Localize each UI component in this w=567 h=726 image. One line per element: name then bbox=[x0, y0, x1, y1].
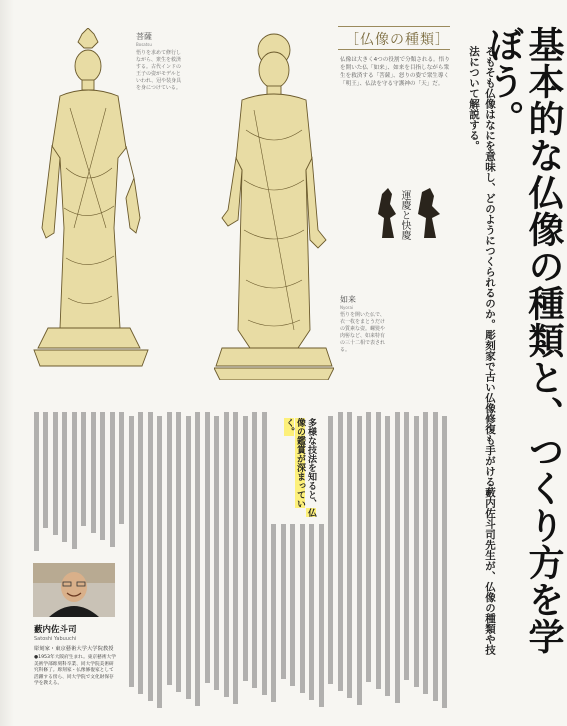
text-line bbox=[148, 412, 153, 701]
page-headline: 基本的な仏像の種類と、つくり方を学ぼう。 bbox=[483, 26, 564, 655]
text-line bbox=[309, 524, 314, 700]
text-line bbox=[252, 412, 257, 688]
text-column bbox=[224, 412, 231, 712]
text-column bbox=[423, 412, 430, 712]
text-line bbox=[404, 412, 409, 680]
text-line bbox=[300, 524, 305, 693]
text-line bbox=[205, 412, 210, 683]
text-column bbox=[404, 412, 411, 712]
author-photo bbox=[33, 563, 115, 617]
text-column bbox=[338, 412, 345, 712]
text-column bbox=[433, 412, 440, 712]
text-line bbox=[91, 412, 96, 533]
author-ruby: Satoshi Yabuuchi bbox=[34, 636, 77, 642]
text-column bbox=[319, 412, 326, 712]
text-column bbox=[157, 412, 164, 712]
text-column bbox=[205, 412, 212, 712]
text-column bbox=[442, 412, 449, 712]
nyorai-label: 如来 bbox=[340, 295, 356, 304]
text-line bbox=[195, 412, 200, 706]
text-column bbox=[243, 412, 250, 712]
text-column bbox=[395, 412, 402, 712]
text-line bbox=[110, 412, 115, 547]
text-line bbox=[376, 412, 381, 689]
text-line bbox=[72, 412, 77, 549]
text-line bbox=[423, 412, 428, 694]
text-column bbox=[138, 412, 145, 712]
unkei-kaikei-label: 運慶と快慶 bbox=[399, 190, 410, 240]
text-line bbox=[186, 416, 191, 699]
bodhisattva-label: 菩薩 bbox=[136, 32, 152, 41]
text-line bbox=[129, 416, 134, 687]
subhead-highlight: 仏像の鑑賞が深まっていく。 bbox=[284, 418, 316, 517]
text-column bbox=[328, 412, 335, 712]
text-column bbox=[195, 412, 202, 712]
text-line bbox=[167, 412, 172, 685]
text-column bbox=[167, 412, 174, 712]
text-column bbox=[119, 412, 126, 712]
text-line bbox=[43, 412, 48, 528]
text-line bbox=[442, 416, 447, 708]
nyorai-illustration bbox=[214, 30, 334, 380]
text-column bbox=[262, 412, 269, 712]
section-body: 仏像は大きく4つの役割で分類される。悟りを開いた仏「如来」、如来を目指しながら衆生を救済する「菩薩」、怒りの姿で衆生導く「明王」、仏法を守る守護神の「天」だ。 bbox=[340, 57, 450, 87]
text-line bbox=[224, 412, 229, 697]
text-column bbox=[385, 412, 392, 712]
text-line bbox=[243, 416, 248, 681]
lead-text: そもそも仏像はなにを意味し、どのようにつくられるのか。彫刻家で古い仏像修復も手がける藪内佐斗司先生が、仏像の種類や技法について解説する。 bbox=[468, 46, 496, 655]
text-line bbox=[119, 412, 124, 524]
text-line bbox=[395, 412, 400, 703]
text-line bbox=[176, 412, 181, 692]
text-line bbox=[357, 416, 362, 705]
author-bio: ●1953年大阪府生まれ。東京藝術大学美術学部彫刻科卒業、同大学院美術研究科修了。彫刻家・仏像修復家として活躍する傍ら、同大学院で文化財保存学を教える。 bbox=[34, 655, 116, 687]
text-column bbox=[176, 412, 183, 712]
text-line bbox=[319, 524, 324, 707]
author-name: 藪内佐斗司 bbox=[34, 625, 77, 635]
text-line bbox=[214, 416, 219, 690]
text-line bbox=[62, 412, 67, 542]
subhead-prefix: 多様な技法を知ると、 bbox=[306, 418, 316, 508]
text-column bbox=[357, 412, 364, 712]
text-line bbox=[157, 416, 162, 708]
text-line bbox=[262, 412, 267, 695]
text-line bbox=[347, 412, 352, 698]
author-role: 彫刻家・東京藝術大学大学院教授 bbox=[34, 646, 114, 652]
text-column bbox=[347, 412, 354, 712]
text-line bbox=[414, 416, 419, 687]
text-column bbox=[233, 412, 240, 712]
text-line bbox=[433, 412, 438, 701]
text-column bbox=[376, 412, 383, 712]
text-column bbox=[129, 412, 136, 712]
section-title: ［仏像の種類］ bbox=[345, 32, 450, 48]
nyorai-ruby: Nyorai bbox=[340, 305, 354, 310]
text-column bbox=[186, 412, 193, 712]
text-line bbox=[290, 524, 295, 686]
text-line bbox=[53, 412, 58, 535]
bodhisattva-ruby: Bosatsu bbox=[136, 42, 152, 47]
text-column bbox=[366, 412, 373, 712]
text-column bbox=[414, 412, 421, 712]
text-line bbox=[100, 412, 105, 540]
text-column bbox=[252, 412, 259, 712]
bodhisattva-description: 悟りを求めて修行しながら、衆生を救済する。古代インドの王子の姿がモデルといわれ、冠や装身具を身につけている。 bbox=[136, 50, 182, 91]
text-line bbox=[233, 412, 238, 704]
text-column bbox=[148, 412, 155, 712]
text-line bbox=[138, 412, 143, 694]
text-line bbox=[81, 412, 86, 526]
text-line bbox=[338, 412, 343, 691]
text-line bbox=[328, 416, 333, 684]
text-line bbox=[281, 524, 286, 679]
nyorai-description: 悟りを開いた仏で、衣一枚をまとうだけの質素な姿。螺髪や肉髻など、如来特有の三十二相で表される。 bbox=[340, 312, 386, 353]
text-line bbox=[34, 412, 39, 551]
text-line bbox=[271, 524, 276, 702]
text-column bbox=[214, 412, 221, 712]
text-line bbox=[366, 412, 371, 682]
article-subhead bbox=[270, 418, 316, 518]
text-line bbox=[385, 416, 390, 696]
